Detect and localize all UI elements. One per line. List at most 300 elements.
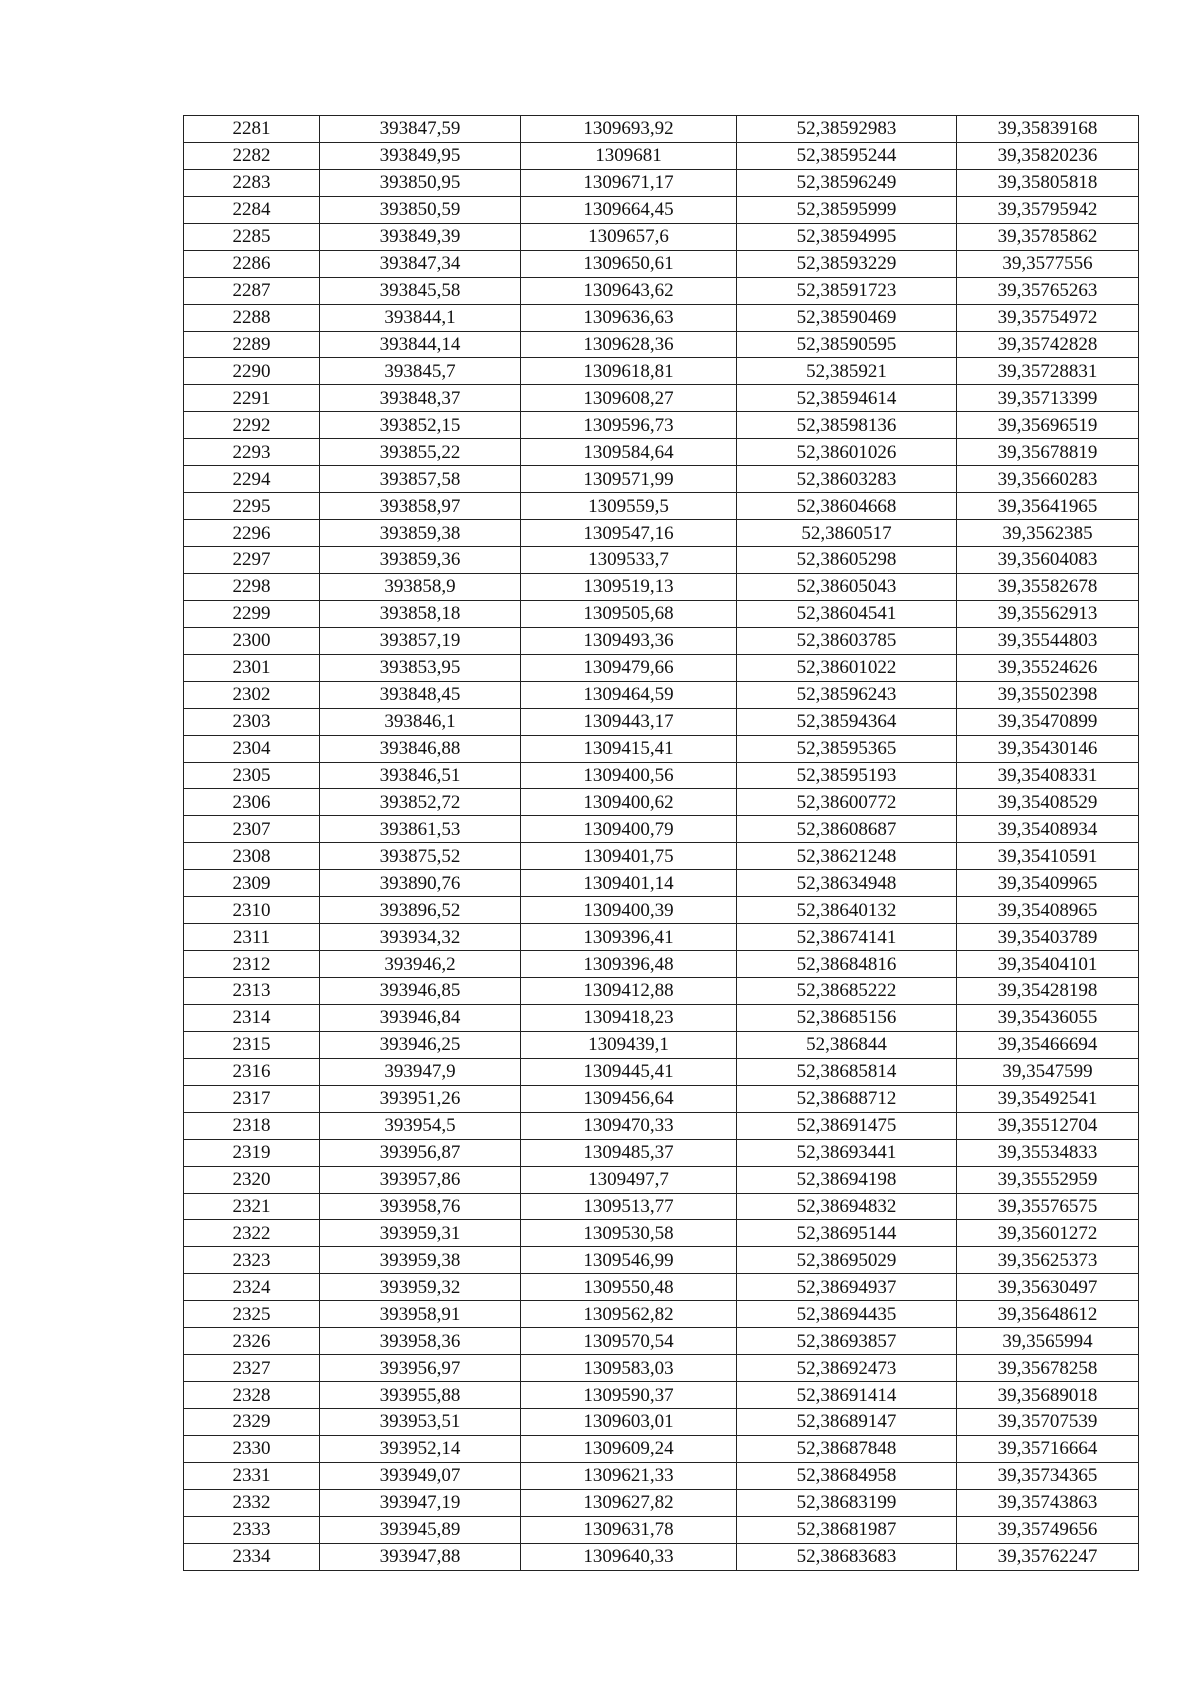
x-coordinate-cell: 393846,51 <box>320 762 521 789</box>
point-number-cell: 2292 <box>184 412 320 439</box>
y-coordinate-cell: 1309657,6 <box>521 223 737 250</box>
table-row <box>184 1409 1139 1436</box>
table-row <box>184 1516 1139 1543</box>
latitude-cell: 52,38685814 <box>737 1058 957 1085</box>
y-coordinate-cell: 1309401,14 <box>521 870 737 897</box>
table-row <box>184 385 1139 412</box>
y-coordinate-cell: 1309400,79 <box>521 816 737 843</box>
table-row <box>184 1462 1139 1489</box>
y-coordinate-cell: 1309415,41 <box>521 735 737 762</box>
longitude-cell: 39,35562913 <box>957 600 1139 627</box>
y-coordinate-cell: 1309650,61 <box>521 250 737 277</box>
point-number-cell: 2306 <box>184 789 320 816</box>
y-coordinate-cell: 1309590,37 <box>521 1382 737 1409</box>
point-number-cell: 2299 <box>184 600 320 627</box>
point-number-cell: 2309 <box>184 870 320 897</box>
latitude-cell: 52,386844 <box>737 1031 957 1058</box>
longitude-cell: 39,35403789 <box>957 924 1139 951</box>
y-coordinate-cell: 1309533,7 <box>521 547 737 574</box>
table-row <box>184 600 1139 627</box>
x-coordinate-cell: 393947,9 <box>320 1058 521 1085</box>
point-number-cell: 2333 <box>184 1516 320 1543</box>
latitude-cell: 52,38695144 <box>737 1220 957 1247</box>
longitude-cell: 39,35466694 <box>957 1031 1139 1058</box>
latitude-cell: 52,38683683 <box>737 1543 957 1570</box>
point-number-cell: 2321 <box>184 1193 320 1220</box>
point-number-cell: 2308 <box>184 843 320 870</box>
x-coordinate-cell: 393852,72 <box>320 789 521 816</box>
latitude-cell: 52,38694435 <box>737 1301 957 1328</box>
y-coordinate-cell: 1309519,13 <box>521 573 737 600</box>
table-row <box>184 681 1139 708</box>
y-coordinate-cell: 1309618,81 <box>521 358 737 385</box>
x-coordinate-cell: 393956,87 <box>320 1139 521 1166</box>
latitude-cell: 52,38595365 <box>737 735 957 762</box>
longitude-cell: 39,35552959 <box>957 1166 1139 1193</box>
latitude-cell: 52,38691475 <box>737 1112 957 1139</box>
y-coordinate-cell: 1309443,17 <box>521 708 737 735</box>
point-number-cell: 2319 <box>184 1139 320 1166</box>
longitude-cell: 39,35601272 <box>957 1220 1139 1247</box>
y-coordinate-cell: 1309547,16 <box>521 520 737 547</box>
x-coordinate-cell: 393945,89 <box>320 1516 521 1543</box>
x-coordinate-cell: 393947,19 <box>320 1489 521 1516</box>
point-number-cell: 2307 <box>184 816 320 843</box>
y-coordinate-cell: 1309631,78 <box>521 1516 737 1543</box>
x-coordinate-cell: 393848,37 <box>320 385 521 412</box>
latitude-cell: 52,38604541 <box>737 600 957 627</box>
x-coordinate-cell: 393858,9 <box>320 573 521 600</box>
point-number-cell: 2331 <box>184 1462 320 1489</box>
point-number-cell: 2328 <box>184 1382 320 1409</box>
x-coordinate-cell: 393956,97 <box>320 1355 521 1382</box>
table-row <box>184 547 1139 574</box>
x-coordinate-cell: 393958,36 <box>320 1328 521 1355</box>
point-number-cell: 2320 <box>184 1166 320 1193</box>
point-number-cell: 2285 <box>184 223 320 250</box>
table-row <box>184 1193 1139 1220</box>
longitude-cell: 39,35408529 <box>957 789 1139 816</box>
longitude-cell: 39,35707539 <box>957 1409 1139 1436</box>
table-row <box>184 897 1139 924</box>
longitude-cell: 39,35678819 <box>957 439 1139 466</box>
x-coordinate-cell: 393846,88 <box>320 735 521 762</box>
latitude-cell: 52,38603283 <box>737 466 957 493</box>
point-number-cell: 2334 <box>184 1543 320 1570</box>
y-coordinate-cell: 1309671,17 <box>521 169 737 196</box>
point-number-cell: 2315 <box>184 1031 320 1058</box>
x-coordinate-cell: 393896,52 <box>320 897 521 924</box>
point-number-cell: 2304 <box>184 735 320 762</box>
point-number-cell: 2290 <box>184 358 320 385</box>
longitude-cell: 39,35660283 <box>957 466 1139 493</box>
longitude-cell: 39,35648612 <box>957 1301 1139 1328</box>
longitude-cell: 39,35408934 <box>957 816 1139 843</box>
x-coordinate-cell: 393846,1 <box>320 708 521 735</box>
y-coordinate-cell: 1309550,48 <box>521 1274 737 1301</box>
x-coordinate-cell: 393958,76 <box>320 1193 521 1220</box>
y-coordinate-cell: 1309396,48 <box>521 951 737 978</box>
latitude-cell: 52,38685156 <box>737 1004 957 1031</box>
latitude-cell: 52,38594995 <box>737 223 957 250</box>
latitude-cell: 52,38593229 <box>737 250 957 277</box>
latitude-cell: 52,38694198 <box>737 1166 957 1193</box>
y-coordinate-cell: 1309439,1 <box>521 1031 737 1058</box>
latitude-cell: 52,385921 <box>737 358 957 385</box>
longitude-cell: 39,35408331 <box>957 762 1139 789</box>
point-number-cell: 2322 <box>184 1220 320 1247</box>
longitude-cell: 39,35470899 <box>957 708 1139 735</box>
y-coordinate-cell: 1309401,75 <box>521 843 737 870</box>
y-coordinate-cell: 1309400,56 <box>521 762 737 789</box>
y-coordinate-cell: 1309571,99 <box>521 466 737 493</box>
y-coordinate-cell: 1309603,01 <box>521 1409 737 1436</box>
point-number-cell: 2288 <box>184 304 320 331</box>
table-row <box>184 439 1139 466</box>
x-coordinate-cell: 393850,95 <box>320 169 521 196</box>
table-row <box>184 1328 1139 1355</box>
point-number-cell: 2294 <box>184 466 320 493</box>
x-coordinate-cell: 393959,38 <box>320 1247 521 1274</box>
y-coordinate-cell: 1309562,82 <box>521 1301 737 1328</box>
table-row <box>184 1489 1139 1516</box>
x-coordinate-cell: 393859,36 <box>320 547 521 574</box>
y-coordinate-cell: 1309609,24 <box>521 1435 737 1462</box>
table-row <box>184 762 1139 789</box>
y-coordinate-cell: 1309608,27 <box>521 385 737 412</box>
x-coordinate-cell: 393946,2 <box>320 951 521 978</box>
point-number-cell: 2316 <box>184 1058 320 1085</box>
point-number-cell: 2303 <box>184 708 320 735</box>
latitude-cell: 52,38695029 <box>737 1247 957 1274</box>
longitude-cell: 39,35409965 <box>957 870 1139 897</box>
table-row <box>184 331 1139 358</box>
x-coordinate-cell: 393844,1 <box>320 304 521 331</box>
point-number-cell: 2330 <box>184 1435 320 1462</box>
longitude-cell: 39,35408965 <box>957 897 1139 924</box>
longitude-cell: 39,35820236 <box>957 142 1139 169</box>
y-coordinate-cell: 1309621,33 <box>521 1462 737 1489</box>
x-coordinate-cell: 393952,14 <box>320 1435 521 1462</box>
longitude-cell: 39,3565994 <box>957 1328 1139 1355</box>
coordinates-table-body <box>184 116 1139 1571</box>
point-number-cell: 2296 <box>184 520 320 547</box>
table-row <box>184 1004 1139 1031</box>
table-row <box>184 223 1139 250</box>
point-number-cell: 2327 <box>184 1355 320 1382</box>
y-coordinate-cell: 1309583,03 <box>521 1355 737 1382</box>
latitude-cell: 52,38689147 <box>737 1409 957 1436</box>
latitude-cell: 52,38687848 <box>737 1435 957 1462</box>
y-coordinate-cell: 1309418,23 <box>521 1004 737 1031</box>
x-coordinate-cell: 393858,18 <box>320 600 521 627</box>
longitude-cell: 39,35805818 <box>957 169 1139 196</box>
table-row <box>184 466 1139 493</box>
x-coordinate-cell: 393957,86 <box>320 1166 521 1193</box>
point-number-cell: 2287 <box>184 277 320 304</box>
table-row <box>184 358 1139 385</box>
longitude-cell: 39,35404101 <box>957 951 1139 978</box>
x-coordinate-cell: 393875,52 <box>320 843 521 870</box>
x-coordinate-cell: 393959,32 <box>320 1274 521 1301</box>
latitude-cell: 52,38601026 <box>737 439 957 466</box>
latitude-cell: 52,38681987 <box>737 1516 957 1543</box>
latitude-cell: 52,38594614 <box>737 385 957 412</box>
table-row <box>184 116 1139 143</box>
x-coordinate-cell: 393847,59 <box>320 116 521 143</box>
longitude-cell: 39,35743863 <box>957 1489 1139 1516</box>
y-coordinate-cell: 1309596,73 <box>521 412 737 439</box>
y-coordinate-cell: 1309464,59 <box>521 681 737 708</box>
latitude-cell: 52,38684958 <box>737 1462 957 1489</box>
latitude-cell: 52,3860517 <box>737 520 957 547</box>
latitude-cell: 52,38601022 <box>737 654 957 681</box>
latitude-cell: 52,38598136 <box>737 412 957 439</box>
latitude-cell: 52,38621248 <box>737 843 957 870</box>
table-row <box>184 1355 1139 1382</box>
latitude-cell: 52,38605298 <box>737 547 957 574</box>
point-number-cell: 2284 <box>184 196 320 223</box>
point-number-cell: 2323 <box>184 1247 320 1274</box>
longitude-cell: 39,35534833 <box>957 1139 1139 1166</box>
table-row <box>184 1382 1139 1409</box>
point-number-cell: 2293 <box>184 439 320 466</box>
point-number-cell: 2298 <box>184 573 320 600</box>
x-coordinate-cell: 393844,14 <box>320 331 521 358</box>
table-row <box>184 1112 1139 1139</box>
latitude-cell: 52,38674141 <box>737 924 957 951</box>
longitude-cell: 39,35839168 <box>957 116 1139 143</box>
latitude-cell: 52,38595999 <box>737 196 957 223</box>
x-coordinate-cell: 393934,32 <box>320 924 521 951</box>
longitude-cell: 39,35512704 <box>957 1112 1139 1139</box>
table-row <box>184 493 1139 520</box>
y-coordinate-cell: 1309546,99 <box>521 1247 737 1274</box>
x-coordinate-cell: 393847,34 <box>320 250 521 277</box>
longitude-cell: 39,35544803 <box>957 627 1139 654</box>
table-row <box>184 1085 1139 1112</box>
latitude-cell: 52,38590595 <box>737 331 957 358</box>
latitude-cell: 52,38591723 <box>737 277 957 304</box>
longitude-cell: 39,35678258 <box>957 1355 1139 1382</box>
point-number-cell: 2318 <box>184 1112 320 1139</box>
y-coordinate-cell: 1309505,68 <box>521 600 737 627</box>
y-coordinate-cell: 1309664,45 <box>521 196 737 223</box>
x-coordinate-cell: 393946,85 <box>320 978 521 1005</box>
x-coordinate-cell: 393858,97 <box>320 493 521 520</box>
latitude-cell: 52,38693441 <box>737 1139 957 1166</box>
latitude-cell: 52,38640132 <box>737 897 957 924</box>
x-coordinate-cell: 393848,45 <box>320 681 521 708</box>
point-number-cell: 2310 <box>184 897 320 924</box>
y-coordinate-cell: 1309485,37 <box>521 1139 737 1166</box>
longitude-cell: 39,35689018 <box>957 1382 1139 1409</box>
longitude-cell: 39,35795942 <box>957 196 1139 223</box>
table-row <box>184 573 1139 600</box>
table-row <box>184 1031 1139 1058</box>
longitude-cell: 39,35716664 <box>957 1435 1139 1462</box>
latitude-cell: 52,38685222 <box>737 978 957 1005</box>
point-number-cell: 2297 <box>184 547 320 574</box>
table-row <box>184 412 1139 439</box>
longitude-cell: 39,35625373 <box>957 1247 1139 1274</box>
longitude-cell: 39,35742828 <box>957 331 1139 358</box>
longitude-cell: 39,35492541 <box>957 1085 1139 1112</box>
longitude-cell: 39,35754972 <box>957 304 1139 331</box>
x-coordinate-cell: 393955,88 <box>320 1382 521 1409</box>
x-coordinate-cell: 393849,39 <box>320 223 521 250</box>
point-number-cell: 2286 <box>184 250 320 277</box>
table-row <box>184 520 1139 547</box>
y-coordinate-cell: 1309400,39 <box>521 897 737 924</box>
x-coordinate-cell: 393946,25 <box>320 1031 521 1058</box>
table-row <box>184 1220 1139 1247</box>
point-number-cell: 2313 <box>184 978 320 1005</box>
longitude-cell: 39,35430146 <box>957 735 1139 762</box>
table-row <box>184 1058 1139 1085</box>
table-row <box>184 627 1139 654</box>
x-coordinate-cell: 393855,22 <box>320 439 521 466</box>
y-coordinate-cell: 1309570,54 <box>521 1328 737 1355</box>
table-row <box>184 1166 1139 1193</box>
latitude-cell: 52,38605043 <box>737 573 957 600</box>
y-coordinate-cell: 1309640,33 <box>521 1543 737 1570</box>
table-row <box>184 1301 1139 1328</box>
longitude-cell: 39,35582678 <box>957 573 1139 600</box>
point-number-cell: 2301 <box>184 654 320 681</box>
longitude-cell: 39,35785862 <box>957 223 1139 250</box>
y-coordinate-cell: 1309693,92 <box>521 116 737 143</box>
table-row <box>184 196 1139 223</box>
y-coordinate-cell: 1309627,82 <box>521 1489 737 1516</box>
x-coordinate-cell: 393857,19 <box>320 627 521 654</box>
table-row <box>184 250 1139 277</box>
longitude-cell: 39,35765263 <box>957 277 1139 304</box>
latitude-cell: 52,38603785 <box>737 627 957 654</box>
point-number-cell: 2281 <box>184 116 320 143</box>
longitude-cell: 39,35630497 <box>957 1274 1139 1301</box>
latitude-cell: 52,38688712 <box>737 1085 957 1112</box>
y-coordinate-cell: 1309479,66 <box>521 654 737 681</box>
y-coordinate-cell: 1309681 <box>521 142 737 169</box>
point-number-cell: 2295 <box>184 493 320 520</box>
x-coordinate-cell: 393853,95 <box>320 654 521 681</box>
point-number-cell: 2324 <box>184 1274 320 1301</box>
latitude-cell: 52,38600772 <box>737 789 957 816</box>
latitude-cell: 52,38684816 <box>737 951 957 978</box>
table-row <box>184 951 1139 978</box>
point-number-cell: 2329 <box>184 1409 320 1436</box>
table-row <box>184 1139 1139 1166</box>
longitude-cell: 39,35428198 <box>957 978 1139 1005</box>
table-row <box>184 654 1139 681</box>
table-row <box>184 1435 1139 1462</box>
latitude-cell: 52,38608687 <box>737 816 957 843</box>
y-coordinate-cell: 1309456,64 <box>521 1085 737 1112</box>
x-coordinate-cell: 393949,07 <box>320 1462 521 1489</box>
latitude-cell: 52,38595244 <box>737 142 957 169</box>
longitude-cell: 39,35749656 <box>957 1516 1139 1543</box>
longitude-cell: 39,3577556 <box>957 250 1139 277</box>
y-coordinate-cell: 1309445,41 <box>521 1058 737 1085</box>
table-row <box>184 142 1139 169</box>
longitude-cell: 39,35696519 <box>957 412 1139 439</box>
point-number-cell: 2311 <box>184 924 320 951</box>
y-coordinate-cell: 1309584,64 <box>521 439 737 466</box>
y-coordinate-cell: 1309513,77 <box>521 1193 737 1220</box>
y-coordinate-cell: 1309643,62 <box>521 277 737 304</box>
x-coordinate-cell: 393850,59 <box>320 196 521 223</box>
table-row <box>184 978 1139 1005</box>
longitude-cell: 39,35502398 <box>957 681 1139 708</box>
x-coordinate-cell: 393951,26 <box>320 1085 521 1112</box>
latitude-cell: 52,38693857 <box>737 1328 957 1355</box>
point-number-cell: 2314 <box>184 1004 320 1031</box>
x-coordinate-cell: 393845,58 <box>320 277 521 304</box>
longitude-cell: 39,3547599 <box>957 1058 1139 1085</box>
x-coordinate-cell: 393859,38 <box>320 520 521 547</box>
x-coordinate-cell: 393890,76 <box>320 870 521 897</box>
point-number-cell: 2332 <box>184 1489 320 1516</box>
longitude-cell: 39,35762247 <box>957 1543 1139 1570</box>
longitude-cell: 39,35734365 <box>957 1462 1139 1489</box>
longitude-cell: 39,35410591 <box>957 843 1139 870</box>
point-number-cell: 2291 <box>184 385 320 412</box>
table-row <box>184 169 1139 196</box>
table-row <box>184 843 1139 870</box>
x-coordinate-cell: 393845,7 <box>320 358 521 385</box>
y-coordinate-cell: 1309636,63 <box>521 304 737 331</box>
point-number-cell: 2302 <box>184 681 320 708</box>
y-coordinate-cell: 1309493,36 <box>521 627 737 654</box>
x-coordinate-cell: 393852,15 <box>320 412 521 439</box>
table-row <box>184 1274 1139 1301</box>
latitude-cell: 52,38590469 <box>737 304 957 331</box>
point-number-cell: 2317 <box>184 1085 320 1112</box>
y-coordinate-cell: 1309412,88 <box>521 978 737 1005</box>
y-coordinate-cell: 1309400,62 <box>521 789 737 816</box>
latitude-cell: 52,38694832 <box>737 1193 957 1220</box>
table-row <box>184 277 1139 304</box>
y-coordinate-cell: 1309497,7 <box>521 1166 737 1193</box>
table-row <box>184 735 1139 762</box>
longitude-cell: 39,35436055 <box>957 1004 1139 1031</box>
x-coordinate-cell: 393954,5 <box>320 1112 521 1139</box>
x-coordinate-cell: 393958,91 <box>320 1301 521 1328</box>
x-coordinate-cell: 393946,84 <box>320 1004 521 1031</box>
latitude-cell: 52,38604668 <box>737 493 957 520</box>
longitude-cell: 39,3562385 <box>957 520 1139 547</box>
point-number-cell: 2283 <box>184 169 320 196</box>
table-row <box>184 1247 1139 1274</box>
latitude-cell: 52,38634948 <box>737 870 957 897</box>
latitude-cell: 52,38694937 <box>737 1274 957 1301</box>
x-coordinate-cell: 393857,58 <box>320 466 521 493</box>
point-number-cell: 2325 <box>184 1301 320 1328</box>
y-coordinate-cell: 1309628,36 <box>521 331 737 358</box>
table-row <box>184 870 1139 897</box>
x-coordinate-cell: 393849,95 <box>320 142 521 169</box>
point-number-cell: 2312 <box>184 951 320 978</box>
x-coordinate-cell: 393861,53 <box>320 816 521 843</box>
latitude-cell: 52,38596243 <box>737 681 957 708</box>
latitude-cell: 52,38594364 <box>737 708 957 735</box>
latitude-cell: 52,38692473 <box>737 1355 957 1382</box>
x-coordinate-cell: 393947,88 <box>320 1543 521 1570</box>
point-number-cell: 2305 <box>184 762 320 789</box>
point-number-cell: 2326 <box>184 1328 320 1355</box>
table-row <box>184 708 1139 735</box>
